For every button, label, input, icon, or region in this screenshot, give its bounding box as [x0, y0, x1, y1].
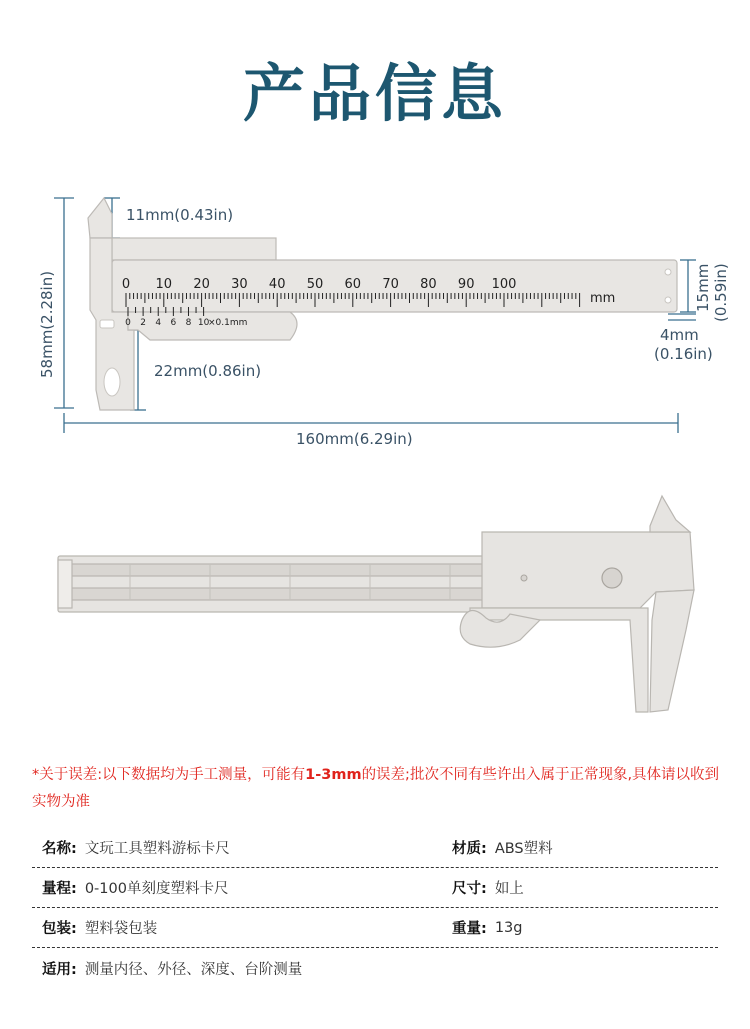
vernier-label: 10: [197, 318, 210, 328]
dim-thickness-in: (0.59in): [712, 263, 730, 322]
dim-length: 160mm(6.29in): [296, 430, 413, 448]
vernier-label: 2: [140, 318, 146, 328]
note-part1: *关于误差:以下数据均为手工测量，可能有: [32, 767, 306, 783]
main-scale-label: 100: [491, 277, 517, 292]
spec-pack-key: 包装:: [42, 921, 77, 937]
vernier-label: 0: [125, 318, 131, 328]
main-scale-unit: mm: [590, 291, 616, 306]
note-part2: 的误差;批次不同有些许出入属于正常现象,具体请以收到实物为准: [32, 767, 720, 810]
spec-range-value: 0-100单刻度塑料卡尺: [84, 881, 229, 897]
spec-size-key: 尺寸:: [452, 881, 487, 897]
dim-height: 58mm(2.28in): [38, 270, 56, 378]
spec-row: [32, 948, 718, 988]
vernier-label: 4: [155, 318, 162, 328]
spec-name-value: 文玩工具塑料游标卡尺: [84, 841, 230, 857]
main-scale-label: 80: [420, 277, 437, 292]
main-scale-label: 70: [382, 277, 399, 292]
main-scale-label: 20: [193, 277, 210, 292]
spec-row: [32, 828, 718, 868]
main-scale-label: 30: [231, 277, 248, 292]
main-scale-label: 60: [344, 277, 362, 292]
spec-material-value: ABS塑料: [494, 841, 553, 857]
spec-weight-key: 重量:: [452, 921, 487, 937]
spec-size-value: 如上: [494, 881, 524, 897]
spec-range-key: 量程:: [42, 881, 77, 897]
caliper-side-figure: [0, 480, 750, 740]
note-highlight: 1-3mm: [305, 767, 362, 783]
caliper-dimension-figure: [0, 180, 750, 460]
spec-row: [32, 908, 718, 948]
error-notice: [32, 762, 722, 816]
caliper-bottom-jaw: [650, 590, 694, 712]
spec-weight-value: 13g: [494, 919, 523, 936]
dim-jaw-bottom: 22mm(0.86in): [154, 362, 262, 380]
main-scale-label: 90: [457, 277, 475, 292]
main-scale-label: 40: [268, 277, 286, 292]
page-title: 产品信息: [242, 57, 507, 130]
slider-screw: [602, 568, 622, 588]
vernier-unit: ×0.1mm: [208, 318, 248, 328]
spec-material-key: 材质:: [452, 841, 487, 857]
spec-use-value: 测量内径、外径、深度、台阶测量: [84, 961, 303, 978]
main-scale-label: 0: [121, 277, 131, 292]
dim-depth-mm: 4mm: [660, 326, 699, 344]
dim-thickness-mm: 15mm: [694, 263, 712, 312]
spec-pack-value: 塑料袋包装: [84, 921, 158, 937]
dim-depth-in: (0.16in): [654, 345, 713, 363]
spec-name-key: 名称:: [42, 841, 77, 857]
dim-jaw-top: 11mm(0.43in): [126, 206, 234, 224]
caliper-front-drawing: [0, 180, 750, 460]
caliper-top-jaw: [650, 496, 690, 532]
spec-row: [32, 868, 718, 908]
main-scale-label: 10: [155, 277, 173, 292]
vernier-label: 6: [170, 318, 177, 328]
spec-use-key: 适用:: [42, 961, 77, 978]
vernier-label: 8: [185, 318, 192, 328]
spec-table: [32, 828, 718, 988]
caliper-side-drawing: [0, 480, 750, 740]
main-scale-label: 50: [306, 277, 324, 292]
